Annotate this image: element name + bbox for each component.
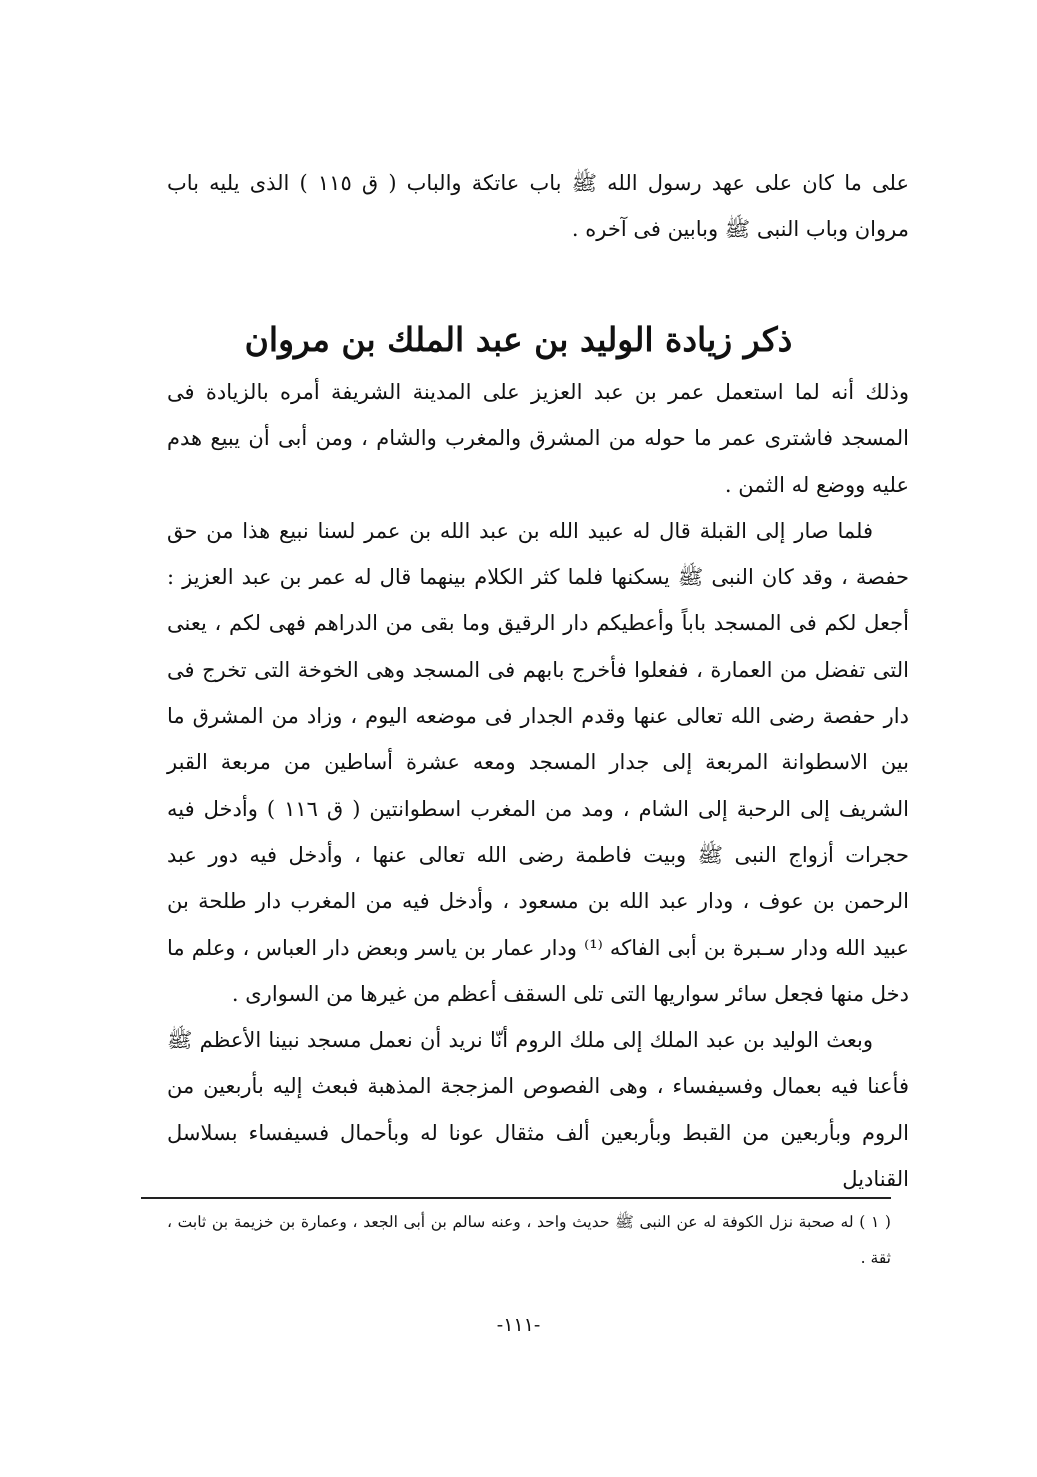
- body-text: [167, 369, 909, 1202]
- chapter-title: ذكر زيادة الوليد بن عبد الملك بن مروان: [244, 320, 793, 359]
- paragraph-text: على ما كان على عهد رسول الله ﷺ باب عاتكة والباب ( ق ١١٥ ) الذى يليه باب مروان وباب النبى ﷺ وبابين فى آخره .: [167, 171, 909, 242]
- page-number: -١١١-: [496, 1314, 541, 1336]
- footnote: ( ١ ) له صحبة نزل الكوفة له عن النبى ﷺ حديث واحد ، وعنه سالم بن أبى الجعد ، وعمارة بن خزيمة بن ثابت ، ثقة .: [167, 1213, 891, 1267]
- paragraph-3: وبعث الوليد بن عبد الملك إلى ملك الروم أنّا نريد أن نعمل مسجد نبينا الأعظم ﷺ فأعنا فيه بعمال وفسيفساء ، وهى الفصوص المزججة المذهبة فبعث إليه بأربعين من الروم وبأربعين من القبط وبأربعين ألف مثقال عونا له وبأحمال فسيفساء بسلاسل القناديل: [167, 1028, 909, 1192]
- continued-paragraph: [167, 160, 909, 253]
- paragraph-1: وذلك أنه لما استعمل عمر بن عبد العزيز على المدينة الشريفة أمره بالزيادة فى المسجد فاشترى عمر ما حوله من المشرق والمغرب والشام ، ومن أبى أن يبيع هدم عليه ووضع له الثمن .: [167, 380, 909, 497]
- paragraph-2: فلما صار إلى القبلة قال له عبيد الله بن عبد الله بن عمر لسنا نبيع هذا من حق حفصة ، وقد كان النبى ﷺ يسكنها فلما كثر الكلام بينهما قال له عمر بن عبد العزيز : أجعل لكم فى المسجد باباً وأعطيكم دار الرقيق وما بقى من الدراهم فهى لكم ، يعنى التى تفضل من العمارة ، ففعلوا فأخرج بابهم فى المسجد وهى الخوخة التى تخرج فى دار حفصة رضى الله تعالى عنها وقدم الجدار فى موضعه اليوم ، وزاد من المشرق ما بين الاسطوانة المربعة إلى جدار المسجد ومعه عشرة أساطين من مربعة القبر الشريف إلى الرحبة إلى الشام ، ومد من المغرب اسطوانتين ( ق ١١٦ ) وأدخل فيه حجرات أزواج النبى ﷺ وبيت فاطمة رضى الله تعالى عنها ، وأدخل فيه دور عبد الرحمن بن عوف ، ودار عبد الله بن مسعود ، وأدخل فيه من المغرب دار طلحة بن عبيد الله ودار سـبرة بن أبى الفاكه ⁽¹⁾ ودار عمار بن ياسر وبعض دار العباس ، وعلم ما دخل منها فجعل سائر سواريها التى تلى السقف أعظم من غيرها من السوارى .: [167, 518, 909, 1006]
- footnote-divider: [141, 1197, 891, 1199]
